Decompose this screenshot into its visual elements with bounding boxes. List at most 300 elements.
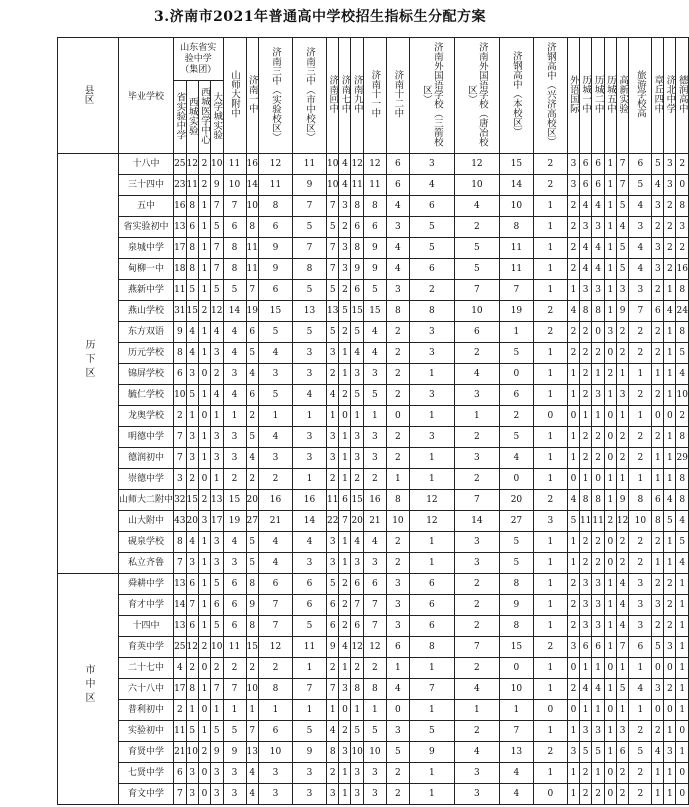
quota-cell: 7	[616, 637, 628, 658]
quota-cell: 8	[258, 679, 292, 700]
quota-cell: 1	[339, 763, 351, 784]
quota-cell: 3	[363, 784, 386, 805]
quota-cell: 2	[664, 679, 676, 700]
quota-cell: 4	[223, 322, 246, 343]
quota-cell: 10	[326, 175, 338, 196]
quota-cell: 7	[326, 196, 338, 217]
quota-cell: 4	[592, 196, 604, 217]
quota-cell: 0	[652, 700, 664, 721]
quota-cell: 15	[351, 301, 363, 322]
quota-cell: 11	[223, 154, 246, 175]
quota-cell: 2	[567, 574, 579, 595]
table-row	[58, 532, 689, 553]
quota-cell: 2	[579, 763, 591, 784]
quota-cell: 4	[629, 238, 652, 259]
quota-cell: 8	[592, 301, 604, 322]
quota-cell: 10	[351, 742, 363, 763]
quota-cell: 1	[629, 469, 652, 490]
quota-cell: 10	[326, 154, 338, 175]
column-header	[604, 38, 616, 154]
quota-cell: 1	[629, 364, 652, 385]
quota-cell: 1	[533, 385, 567, 406]
quota-cell: 8	[409, 637, 454, 658]
quota-cell: 3	[339, 679, 351, 700]
quota-cell: 15	[186, 490, 198, 511]
quota-cell: 1	[199, 322, 211, 343]
quota-cell: 4	[292, 532, 326, 553]
quota-cell: 7	[292, 679, 326, 700]
quota-cell: 2	[386, 448, 409, 469]
quota-cell: 3	[567, 175, 579, 196]
quota-cell: 1	[567, 532, 579, 553]
quota-cell: 2	[533, 742, 567, 763]
table-row	[58, 511, 689, 532]
quota-cell: 6	[363, 217, 386, 238]
district-header: 县区	[82, 84, 94, 104]
column-header-label: 济南外国语学校（三箭校区）	[420, 41, 443, 147]
quota-cell: 4	[499, 784, 533, 805]
quota-cell: 8	[579, 490, 591, 511]
quota-cell: 2	[579, 322, 591, 343]
school-name: 明德中学	[119, 427, 174, 448]
quota-cell: 4	[246, 364, 258, 385]
quota-cell: 3	[629, 574, 652, 595]
column-header	[258, 38, 292, 154]
quota-cell: 4	[676, 553, 689, 574]
school-name: 德润初中	[119, 448, 174, 469]
quota-cell: 0	[652, 658, 664, 679]
quota-cell: 5	[186, 385, 198, 406]
quota-cell: 16	[246, 154, 258, 175]
quota-cell: 3	[567, 742, 579, 763]
quota-cell: 2	[629, 532, 652, 553]
quota-cell: 1	[664, 721, 676, 742]
quota-cell: 2	[339, 280, 351, 301]
quota-cell: 2	[629, 427, 652, 448]
quota-cell: 1	[533, 364, 567, 385]
quota-cell: 2	[199, 490, 211, 511]
quota-cell: 18	[174, 259, 186, 280]
group-column-header	[186, 81, 198, 154]
quota-cell: 2	[629, 322, 652, 343]
quota-cell: 2	[592, 553, 604, 574]
quota-cell: 2	[664, 616, 676, 637]
quota-cell: 3	[579, 574, 591, 595]
quota-cell: 6	[592, 154, 604, 175]
quota-cell: 5	[629, 175, 652, 196]
quota-cell: 8	[676, 490, 689, 511]
quota-cell: 8	[351, 238, 363, 259]
quota-cell: 4	[363, 322, 386, 343]
quota-cell: 11	[292, 154, 326, 175]
quota-cell: 5	[652, 154, 664, 175]
quota-cell: 1	[454, 406, 499, 427]
quota-cell: 3	[652, 595, 664, 616]
quota-cell: 5	[326, 280, 338, 301]
group-header	[174, 38, 223, 81]
school-name: 燕新中学	[119, 280, 174, 301]
quota-cell: 1	[211, 700, 223, 721]
quota-cell: 6	[258, 280, 292, 301]
quota-cell: 6	[211, 595, 223, 616]
quota-cell: 1	[211, 406, 223, 427]
quota-cell: 15	[499, 154, 533, 175]
quota-cell: 3	[386, 595, 409, 616]
quota-cell: 2	[386, 553, 409, 574]
quota-cell: 0	[339, 406, 351, 427]
quota-cell: 1	[409, 658, 454, 679]
quota-cell: 4	[174, 658, 186, 679]
quota-cell: 8	[223, 259, 246, 280]
quota-cell: 2	[629, 784, 652, 805]
quota-cell: 0	[386, 700, 409, 721]
quota-cell: 2	[386, 784, 409, 805]
quota-cell: 2	[579, 427, 591, 448]
quota-cell: 2	[199, 154, 211, 175]
quota-cell: 6	[386, 637, 409, 658]
quota-cell: 3	[664, 637, 676, 658]
quota-cell: 8	[351, 196, 363, 217]
quota-cell: 9	[363, 259, 386, 280]
quota-cell: 8	[499, 574, 533, 595]
quota-cell: 6	[592, 175, 604, 196]
column-header-label: 山师大附中	[229, 70, 240, 118]
quota-cell: 6	[409, 595, 454, 616]
quota-cell: 1	[326, 406, 338, 427]
quota-cell: 1	[199, 448, 211, 469]
quota-cell: 1	[664, 763, 676, 784]
quota-cell: 0	[199, 700, 211, 721]
quota-cell: 4	[592, 259, 604, 280]
school-name: 甸柳一中	[119, 259, 174, 280]
quota-cell: 5	[351, 721, 363, 742]
quota-cell: 1	[533, 595, 567, 616]
quota-cell: 1	[567, 427, 579, 448]
quota-cell: 3	[567, 154, 579, 175]
quota-cell: 3	[351, 763, 363, 784]
school-name: 燕山学校	[119, 301, 174, 322]
quota-cell: 11	[258, 175, 292, 196]
school-name: 育英中学	[119, 637, 174, 658]
quota-cell: 11	[186, 175, 198, 196]
quota-cell: 1	[676, 742, 689, 763]
quota-cell: 10	[454, 175, 499, 196]
quota-cell: 2	[499, 406, 533, 427]
quota-cell: 6	[339, 490, 351, 511]
quota-cell: 1	[339, 784, 351, 805]
quota-cell: 3	[258, 763, 292, 784]
quota-cell: 2	[246, 469, 258, 490]
quota-cell: 2	[579, 364, 591, 385]
quota-cell: 12	[363, 637, 386, 658]
quota-cell: 5	[186, 721, 198, 742]
quota-cell: 7	[351, 595, 363, 616]
column-header-label: 历城二中	[592, 75, 604, 113]
quota-cell: 0	[199, 658, 211, 679]
quota-cell: 13	[246, 742, 258, 763]
quota-cell: 3	[223, 448, 246, 469]
quota-cell: 10	[186, 742, 198, 763]
group-column-header-label: 省实验中学	[174, 91, 186, 140]
quota-cell: 2	[616, 343, 628, 364]
school-name: 育文中学	[119, 784, 174, 805]
quota-cell: 9	[223, 742, 246, 763]
quota-cell: 5	[246, 343, 258, 364]
quota-cell: 1	[664, 448, 676, 469]
quota-cell: 3	[604, 322, 616, 343]
quota-cell: 1	[409, 553, 454, 574]
school-name: 二十七中	[119, 658, 174, 679]
quota-cell: 3	[386, 280, 409, 301]
quota-cell: 0	[499, 469, 533, 490]
quota-cell: 1	[579, 469, 591, 490]
quota-cell: 2	[567, 238, 579, 259]
quota-cell: 5	[326, 217, 338, 238]
quota-cell: 4	[652, 175, 664, 196]
quota-cell: 9	[258, 238, 292, 259]
quota-cell: 1	[664, 343, 676, 364]
district-name: 历下区	[83, 338, 94, 381]
quota-cell: 2	[199, 637, 211, 658]
quota-cell: 3	[186, 553, 198, 574]
quota-cell: 2	[567, 322, 579, 343]
quota-cell: 1	[664, 427, 676, 448]
quota-cell: 0	[664, 700, 676, 721]
quota-cell: 27	[499, 511, 533, 532]
quota-cell: 9	[409, 742, 454, 763]
quota-cell: 2	[592, 784, 604, 805]
quota-cell: 3	[652, 679, 664, 700]
table-row	[58, 364, 689, 385]
quota-cell: 5	[292, 280, 326, 301]
table-row	[58, 238, 689, 259]
quota-cell: 1	[499, 322, 533, 343]
quota-cell: 2	[664, 196, 676, 217]
quota-cell: 1	[579, 658, 591, 679]
quota-cell: 2	[454, 721, 499, 742]
quota-cell: 1	[386, 469, 409, 490]
quota-cell: 4	[567, 301, 579, 322]
quota-cell: 6	[579, 637, 591, 658]
school-name: 六十八中	[119, 679, 174, 700]
quota-cell: 1	[652, 763, 664, 784]
quota-cell: 2	[592, 448, 604, 469]
quota-cell: 1	[499, 700, 533, 721]
quota-cell: 19	[223, 511, 246, 532]
quota-cell: 6	[454, 322, 499, 343]
quota-cell: 0	[604, 763, 616, 784]
quota-cell: 10	[211, 637, 223, 658]
quota-cell: 2	[363, 658, 386, 679]
quota-cell: 1	[533, 448, 567, 469]
quota-cell: 2	[533, 322, 567, 343]
quota-cell: 2	[592, 427, 604, 448]
quota-cell: 6	[351, 217, 363, 238]
quota-cell: 3	[351, 448, 363, 469]
quota-cell: 3	[386, 616, 409, 637]
quota-cell: 1	[592, 658, 604, 679]
quota-cell: 1	[604, 721, 616, 742]
quota-cell: 15	[351, 490, 363, 511]
quota-cell: 20	[186, 511, 198, 532]
quota-cell: 12	[186, 637, 198, 658]
quota-cell: 17	[174, 238, 186, 259]
quota-cell: 14	[499, 175, 533, 196]
quota-cell: 9	[174, 322, 186, 343]
quota-cell: 3	[186, 427, 198, 448]
quota-cell: 6	[616, 742, 628, 763]
district-name: 市中区	[83, 664, 94, 706]
quota-cell: 2	[579, 784, 591, 805]
quota-cell: 3	[223, 427, 246, 448]
quota-cell: 4	[363, 343, 386, 364]
quota-cell: 5	[223, 280, 246, 301]
quota-cell: 2	[246, 658, 258, 679]
quota-cell: 1	[567, 553, 579, 574]
quota-cell: 3	[592, 217, 604, 238]
quota-cell: 12	[454, 154, 499, 175]
quota-cell: 4	[246, 448, 258, 469]
quota-cell: 3	[533, 511, 567, 532]
quota-cell: 1	[629, 658, 652, 679]
quota-cell: 3	[592, 574, 604, 595]
quota-cell: 3	[363, 427, 386, 448]
school-name: 山大附中	[119, 511, 174, 532]
column-header	[629, 38, 652, 154]
quota-cell: 13	[326, 301, 338, 322]
quota-cell: 3	[351, 553, 363, 574]
quota-cell: 4	[351, 532, 363, 553]
quota-cell: 5	[211, 217, 223, 238]
quota-cell: 2	[339, 217, 351, 238]
quota-cell: 5	[386, 742, 409, 763]
column-header	[409, 38, 454, 154]
quota-cell: 3	[454, 532, 499, 553]
column-header-label: 济南七中	[339, 75, 351, 113]
quota-cell: 7	[246, 721, 258, 742]
quota-cell: 7	[174, 448, 186, 469]
quota-cell: 2	[676, 154, 689, 175]
quota-cell: 3	[292, 448, 326, 469]
quota-cell: 2	[604, 511, 616, 532]
quota-cell: 3	[592, 616, 604, 637]
quota-cell: 3	[211, 553, 223, 574]
quota-cell: 4	[339, 154, 351, 175]
quota-cell: 6	[174, 364, 186, 385]
quota-cell: 6	[258, 217, 292, 238]
quota-cell: 3	[186, 364, 198, 385]
quota-cell: 9	[616, 301, 628, 322]
quota-cell: 3	[386, 574, 409, 595]
quota-cell: 9	[351, 259, 363, 280]
school-name: 普利初中	[119, 700, 174, 721]
quota-cell: 5	[339, 301, 351, 322]
quota-cell: 3	[223, 553, 246, 574]
quota-cell: 1	[258, 406, 292, 427]
quota-cell: 0	[604, 532, 616, 553]
quota-cell: 8	[186, 679, 198, 700]
quota-cell: 8	[351, 679, 363, 700]
quota-cell: 1	[292, 406, 326, 427]
table-row	[58, 763, 689, 784]
quota-cell: 4	[386, 679, 409, 700]
quota-cell: 20	[246, 490, 258, 511]
quota-cell: 1	[409, 469, 454, 490]
quota-cell: 5	[454, 259, 499, 280]
quota-cell: 2	[629, 343, 652, 364]
group-header-label: 山东省实验中学（集团）	[180, 42, 217, 75]
quota-cell: 3	[652, 259, 664, 280]
quota-cell: 2	[579, 385, 591, 406]
quota-cell: 2	[533, 301, 567, 322]
quota-cell: 8	[676, 196, 689, 217]
quota-cell: 3	[629, 280, 652, 301]
quota-cell: 2	[664, 238, 676, 259]
school-name: 育贤中学	[119, 742, 174, 763]
quota-cell: 3	[409, 343, 454, 364]
quota-cell: 2	[579, 532, 591, 553]
quota-cell: 5	[616, 679, 628, 700]
quota-cell: 7	[363, 616, 386, 637]
quota-cell: 8	[223, 238, 246, 259]
quota-cell: 1	[664, 532, 676, 553]
quota-cell: 8	[258, 196, 292, 217]
quota-cell: 3	[258, 448, 292, 469]
quota-cell: 2	[258, 469, 292, 490]
quota-cell: 14	[454, 511, 499, 532]
quota-cell: 3	[454, 553, 499, 574]
quota-cell: 3	[339, 742, 351, 763]
quota-cell: 1	[579, 700, 591, 721]
quota-cell: 2	[664, 259, 676, 280]
quota-cell: 1	[386, 658, 409, 679]
quota-cell: 3	[386, 217, 409, 238]
quota-cell: 6	[326, 616, 338, 637]
quota-cell: 10	[246, 196, 258, 217]
quota-cell: 11	[292, 637, 326, 658]
column-header	[567, 38, 579, 154]
column-header-label: 德润高中	[676, 75, 688, 113]
quota-cell: 1	[652, 448, 664, 469]
quota-cell: 12	[363, 154, 386, 175]
quota-cell: 6	[223, 616, 246, 637]
quota-cell: 7	[616, 175, 628, 196]
quota-cell: 0	[664, 658, 676, 679]
quota-cell: 11	[326, 490, 338, 511]
quota-cell: 7	[326, 238, 338, 259]
column-header	[292, 38, 326, 154]
quota-cell: 1	[292, 658, 326, 679]
quota-cell: 13	[174, 217, 186, 238]
quota-cell: 6	[223, 574, 246, 595]
quota-cell: 16	[676, 259, 689, 280]
quota-cell: 1	[199, 280, 211, 301]
quota-cell: 1	[199, 595, 211, 616]
quota-cell: 3	[258, 364, 292, 385]
allocation-table	[57, 37, 689, 805]
column-header	[652, 38, 664, 154]
column-header	[454, 38, 499, 154]
quota-cell: 1	[533, 469, 567, 490]
quota-cell: 2	[567, 343, 579, 364]
school-name: 五中	[119, 196, 174, 217]
school-name: 崇德中学	[119, 469, 174, 490]
quota-cell: 2	[363, 469, 386, 490]
quota-cell: 2	[533, 637, 567, 658]
quota-cell: 2	[652, 385, 664, 406]
quota-cell: 4	[629, 196, 652, 217]
quota-cell: 7	[454, 490, 499, 511]
